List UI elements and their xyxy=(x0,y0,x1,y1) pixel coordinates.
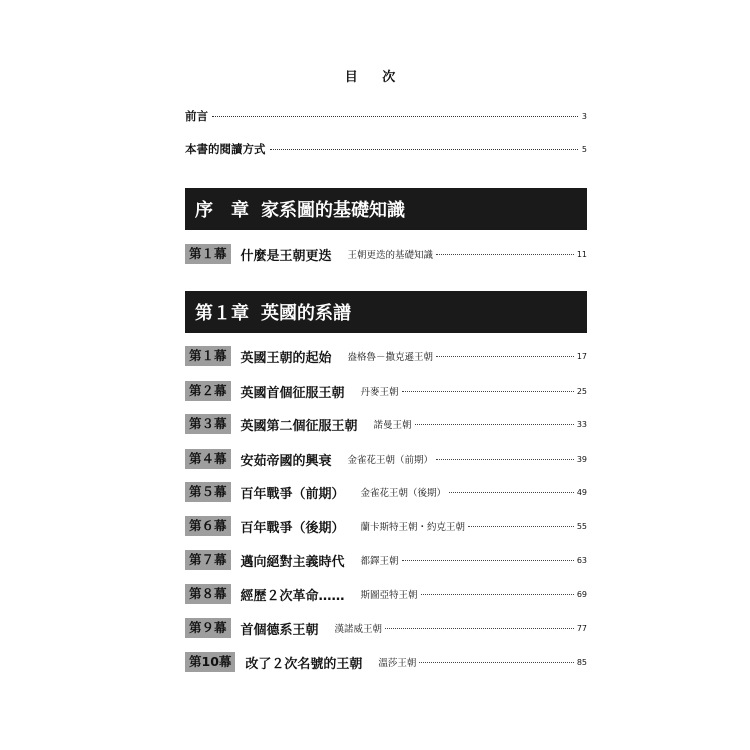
entry-label: 本書的閱讀方式 xyxy=(185,142,266,156)
page-number: 25 xyxy=(576,386,587,396)
leader-dots xyxy=(436,254,574,255)
entry-title: 改了２次名號的王朝 xyxy=(245,656,363,672)
act-badge: 第６幕 xyxy=(185,516,231,536)
entry-subtitle: 漢諾威王朝 xyxy=(334,624,383,635)
leader-dots xyxy=(468,526,574,527)
entry-subtitle: 斯圖亞特王朝 xyxy=(360,590,418,601)
entry-subtitle: 蘭卡斯特王朝・約克王朝 xyxy=(360,522,466,533)
toc-entry[interactable] xyxy=(185,244,587,264)
entry-title: 百年戰爭（前期） xyxy=(240,486,345,502)
entry-title: 邁向絕對主義時代 xyxy=(240,554,345,570)
toc-entry[interactable] xyxy=(185,482,587,502)
page-number: 3 xyxy=(581,111,587,121)
entry-title: 英國王朝的起始 xyxy=(240,350,332,366)
entry-subtitle: 盎格魯－撒克遜王朝 xyxy=(347,352,434,363)
entry-subtitle: 都鐸王朝 xyxy=(360,556,399,567)
leader-dots xyxy=(402,391,574,392)
act-badge: 第１幕 xyxy=(185,244,231,264)
entry-subtitle: 溫莎王朝 xyxy=(378,658,417,669)
toc-front-entry-how-to-read[interactable] xyxy=(185,141,587,157)
act-badge: 第７幕 xyxy=(185,550,231,570)
toc-entry[interactable] xyxy=(185,516,587,536)
leader-dots xyxy=(436,356,574,357)
page-number: 63 xyxy=(576,555,587,565)
page-number: 55 xyxy=(576,521,587,531)
page-number: 85 xyxy=(576,657,587,667)
act-badge: 第９幕 xyxy=(185,618,231,638)
act-badge: 第５幕 xyxy=(185,482,231,502)
entry-title: 首個德系王朝 xyxy=(240,622,319,638)
leader-dots xyxy=(415,424,574,425)
page-number: 17 xyxy=(576,351,587,361)
toc-entry[interactable] xyxy=(185,618,587,638)
toc-entry[interactable] xyxy=(185,652,587,672)
entry-subtitle: 金雀花王朝（前期） xyxy=(347,455,434,466)
toc-entry[interactable] xyxy=(185,381,587,401)
prologue-header[interactable] xyxy=(185,188,587,230)
toc-entry[interactable] xyxy=(185,414,587,434)
chapter1-header[interactable] xyxy=(185,291,587,333)
chapter-title: 家系圖的基礎知識 xyxy=(261,200,405,221)
entry-label: 前言 xyxy=(185,109,208,123)
act-badge: 第２幕 xyxy=(185,381,231,401)
leader-dots xyxy=(402,560,574,561)
act-badge: 第８幕 xyxy=(185,584,231,604)
page-number: 39 xyxy=(576,454,587,464)
entry-subtitle: 金雀花王朝（後期） xyxy=(360,488,447,499)
leader-dots xyxy=(385,628,574,629)
page-number: 33 xyxy=(576,419,587,429)
act-badge: 第４幕 xyxy=(185,449,231,469)
entry-subtitle: 丹麥王朝 xyxy=(360,387,399,398)
entry-title: 安茹帝國的興衰 xyxy=(240,453,332,469)
page-number: 11 xyxy=(576,249,587,259)
toc-entry[interactable] xyxy=(185,346,587,366)
leader-dots xyxy=(449,492,574,493)
entry-title: 經歷２次革命…… xyxy=(240,588,345,604)
leader-dots xyxy=(419,662,573,663)
act-badge: 第10幕 xyxy=(185,652,235,672)
entry-title: 英國第二個征服王朝 xyxy=(240,418,358,434)
leader-dots xyxy=(212,116,578,117)
entry-title: 英國首個征服王朝 xyxy=(240,385,345,401)
chapter-number: 第１章 xyxy=(195,303,249,324)
toc-entry[interactable] xyxy=(185,550,587,570)
entry-subtitle: 諾曼王朝 xyxy=(373,420,412,431)
chapter-number: 序 章 xyxy=(195,200,249,221)
toc-entry[interactable] xyxy=(185,449,587,469)
page-number: 49 xyxy=(576,487,587,497)
toc-heading: 目 次 xyxy=(344,70,406,85)
leader-dots xyxy=(270,149,578,150)
act-badge: 第１幕 xyxy=(185,346,231,366)
page-number: 77 xyxy=(576,623,587,633)
page-number: 5 xyxy=(581,144,587,154)
leader-dots xyxy=(436,459,574,460)
act-badge: 第３幕 xyxy=(185,414,231,434)
toc-front-entry-preface[interactable] xyxy=(185,108,587,124)
page-number: 69 xyxy=(576,589,587,599)
chapter-title: 英國的系譜 xyxy=(261,303,351,324)
leader-dots xyxy=(421,594,574,595)
entry-title: 什麼是王朝更迭 xyxy=(240,248,332,264)
toc-entry[interactable] xyxy=(185,584,587,604)
entry-subtitle: 王朝更迭的基礎知識 xyxy=(347,250,434,261)
entry-title: 百年戰爭（後期） xyxy=(240,520,345,536)
